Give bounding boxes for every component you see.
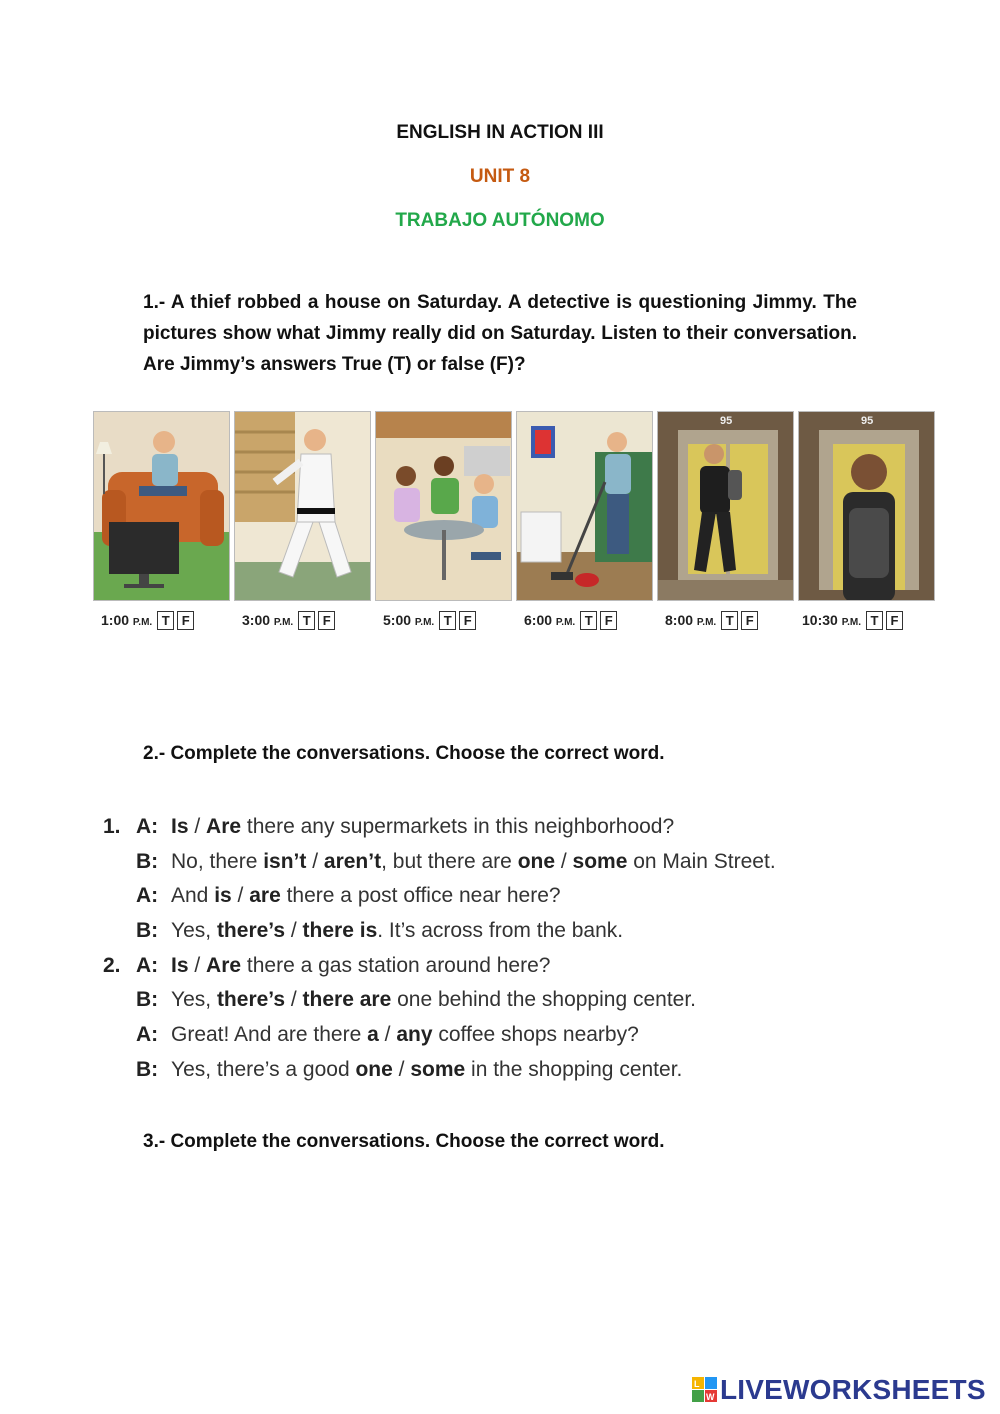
dialog-line bbox=[103, 949, 903, 984]
false-checkbox[interactable]: F bbox=[318, 611, 335, 630]
speaker-label: A: bbox=[136, 1023, 159, 1047]
speaker-label: A: bbox=[136, 953, 159, 977]
choice-separator: / bbox=[378, 1023, 397, 1047]
picture-leaving-door bbox=[657, 411, 794, 601]
course-title: ENGLISH IN ACTION III bbox=[396, 122, 604, 143]
subtitle: TRABAJO AUTÓNOMO bbox=[395, 210, 605, 231]
dialog-text bbox=[171, 1018, 639, 1053]
false-checkbox[interactable]: F bbox=[886, 611, 903, 630]
dialog-text-segment: in the shopping center. bbox=[465, 1057, 683, 1081]
time-label: 3:00 P.M. bbox=[242, 612, 294, 628]
word-choice[interactable]: a bbox=[367, 1023, 379, 1047]
word-choice[interactable]: there is bbox=[302, 919, 378, 943]
true-checkbox[interactable]: T bbox=[580, 611, 597, 630]
choice-separator: / bbox=[285, 988, 303, 1012]
speaker-label: B: bbox=[136, 849, 159, 873]
word-choice[interactable]: there are bbox=[302, 988, 392, 1012]
true-checkbox[interactable]: T bbox=[866, 611, 883, 630]
picture-watching-tv bbox=[93, 411, 230, 601]
picture-karate bbox=[234, 411, 371, 601]
dialog-line bbox=[103, 845, 903, 880]
picture-vacuuming bbox=[516, 411, 653, 601]
dialog-text-segment: Yes, bbox=[171, 919, 217, 943]
picture-strip bbox=[93, 411, 936, 636]
speaker-label: A: bbox=[136, 815, 159, 838]
word-choice[interactable]: Is bbox=[171, 953, 189, 977]
unit-title: UNIT 8 bbox=[469, 166, 531, 187]
time-caption-6 bbox=[802, 607, 939, 633]
dialog-line bbox=[103, 810, 903, 845]
choice-separator: / bbox=[392, 1057, 411, 1081]
speaker-label: B: bbox=[136, 1057, 159, 1081]
dialog-text-segment: No, there bbox=[171, 849, 264, 873]
dialog-text-segment: coffee shops nearby? bbox=[432, 1023, 639, 1047]
dialog-text-segment: Yes, bbox=[171, 988, 217, 1012]
time-label: 6:00 P.M. bbox=[524, 612, 576, 628]
choice-separator: / bbox=[285, 919, 303, 943]
time-caption-3 bbox=[383, 607, 520, 633]
conversation-number: 2. bbox=[103, 953, 121, 977]
time-caption-4 bbox=[524, 607, 661, 633]
door-number-5: 95 bbox=[720, 415, 733, 427]
logo-letter-w: W bbox=[706, 1392, 715, 1402]
time-caption-2 bbox=[242, 607, 379, 633]
dialog-text bbox=[171, 879, 561, 914]
true-checkbox[interactable]: T bbox=[721, 611, 738, 630]
liveworksheets-logo-icon bbox=[692, 1377, 718, 1403]
picture-cafe-friends bbox=[375, 411, 512, 601]
dialog-text-segment: . It’s across from the bank. bbox=[377, 919, 624, 943]
dialog-text-segment: there any supermarkets in this neighborhood? bbox=[241, 815, 675, 838]
dialog-line bbox=[103, 983, 903, 1018]
word-choice[interactable]: Is bbox=[171, 815, 189, 838]
word-choice[interactable]: one bbox=[355, 1057, 393, 1081]
word-choice[interactable]: isn’t bbox=[263, 849, 307, 873]
speaker-label: B: bbox=[136, 919, 159, 943]
dialog-text bbox=[171, 914, 623, 949]
exercise-2-instruction: 2.- Complete the conversations. Choose the correct word. bbox=[143, 743, 665, 764]
word-choice[interactable]: some bbox=[572, 849, 628, 873]
word-choice[interactable]: there’s bbox=[216, 919, 286, 943]
exercise-3-instruction: 3.- Complete the conversations. Choose the correct word. bbox=[143, 1131, 665, 1152]
dialog-text bbox=[171, 983, 696, 1018]
time-caption-1 bbox=[101, 607, 238, 633]
word-choice[interactable]: aren’t bbox=[323, 849, 382, 873]
liveworksheets-logo bbox=[692, 1373, 986, 1407]
dialog-text bbox=[171, 949, 550, 984]
false-checkbox[interactable]: F bbox=[177, 611, 194, 630]
dialog-text-segment: Yes, there’s a good bbox=[171, 1057, 356, 1081]
liveworksheets-logo-text: LIVEWORKSHEETS bbox=[720, 1374, 986, 1405]
time-label: 10:30 P.M. bbox=[802, 612, 861, 628]
false-checkbox[interactable]: F bbox=[741, 611, 758, 630]
word-choice[interactable]: Are bbox=[206, 815, 242, 838]
choice-separator: / bbox=[231, 884, 250, 908]
time-label: 5:00 P.M. bbox=[383, 612, 435, 628]
choice-separator: / bbox=[188, 815, 207, 838]
time-label: 8:00 P.M. bbox=[665, 612, 717, 628]
dialog-line bbox=[103, 1018, 903, 1053]
word-choice[interactable]: there’s bbox=[216, 988, 286, 1012]
dialog-line bbox=[103, 1053, 903, 1088]
true-checkbox[interactable]: T bbox=[157, 611, 174, 630]
choice-separator: / bbox=[188, 953, 207, 977]
word-choice[interactable]: is bbox=[214, 884, 232, 908]
dialog-text-segment: And bbox=[171, 884, 215, 908]
exercise-1-instruction: 1.- A thief robbed a house on Saturday. A detective is questioning Jimmy. The pictures show what Jimmy really did on Saturday. Listen to their conversation. Are Jimmy’s answers True (T) or false (F)? bbox=[143, 292, 857, 375]
picture-entering-door bbox=[798, 411, 935, 601]
time-label: 1:00 P.M. bbox=[101, 612, 153, 628]
choice-separator: / bbox=[555, 849, 573, 873]
time-caption-5 bbox=[665, 607, 802, 633]
dialog-text-segment: there a gas station around here? bbox=[241, 953, 551, 977]
false-checkbox[interactable]: F bbox=[600, 611, 617, 630]
speaker-label: A: bbox=[136, 884, 159, 908]
dialog-text-segment: there a post office near here? bbox=[280, 884, 561, 908]
dialog-text bbox=[171, 810, 674, 845]
choice-separator: / bbox=[306, 849, 324, 873]
word-choice[interactable]: some bbox=[410, 1057, 466, 1081]
dialog-text bbox=[171, 845, 776, 880]
word-choice[interactable]: any bbox=[396, 1023, 433, 1047]
word-choice[interactable]: Are bbox=[206, 953, 242, 977]
dialog-text bbox=[171, 1053, 682, 1088]
dialog-text-segment: on Main Street. bbox=[627, 849, 776, 873]
door-number-6: 95 bbox=[861, 415, 874, 427]
dialog-text-segment: , but there are bbox=[381, 849, 518, 873]
logo-letter-l: L bbox=[694, 1379, 700, 1389]
false-checkbox[interactable]: F bbox=[459, 611, 476, 630]
conversation-number: 1. bbox=[103, 815, 121, 838]
true-checkbox[interactable]: T bbox=[439, 611, 456, 630]
dialog-line bbox=[103, 879, 903, 914]
word-choice[interactable]: are bbox=[249, 884, 281, 908]
dialog-line bbox=[103, 914, 903, 949]
exercise-2-dialog bbox=[103, 810, 903, 1088]
word-choice[interactable]: one bbox=[517, 849, 556, 873]
dialog-text-segment: one behind the shopping center. bbox=[391, 988, 697, 1012]
true-checkbox[interactable]: T bbox=[298, 611, 315, 630]
dialog-text-segment: Great! And are there bbox=[171, 1023, 368, 1047]
speaker-label: B: bbox=[136, 988, 159, 1012]
